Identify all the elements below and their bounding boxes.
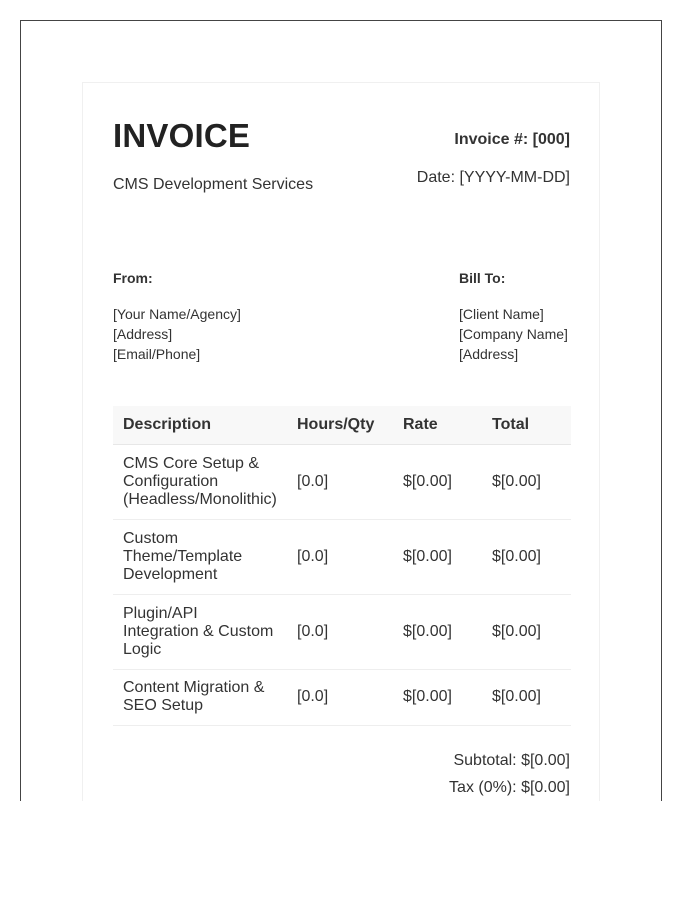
- invoice-subtitle: CMS Development Services: [113, 176, 314, 193]
- item-hours-qty: [0.0]: [287, 444, 393, 519]
- from-section: [113, 270, 241, 364]
- tax-total: Tax (0%): $[0.00]: [449, 779, 570, 796]
- table-row: [113, 669, 571, 725]
- table-row: [113, 444, 571, 519]
- totals-section: [449, 747, 570, 801]
- invoice-number: Invoice #: [000]: [454, 131, 570, 148]
- table-header-row: [113, 406, 571, 444]
- bill-to-address: [Address]: [459, 346, 519, 362]
- from-address: [Address]: [113, 326, 173, 342]
- invoice-title: INVOICE: [113, 117, 251, 154]
- item-rate: $[0.00]: [393, 444, 482, 519]
- table-row: [113, 594, 571, 669]
- item-description: Plugin/API Integration & Custom Logic: [113, 594, 287, 669]
- table-body: [113, 444, 571, 725]
- bill-to-heading: Bill To:: [459, 270, 506, 286]
- item-rate: $[0.00]: [393, 519, 482, 594]
- item-total: $[0.00]: [482, 519, 571, 594]
- bill-to-company-name: [Company Name]: [459, 326, 568, 342]
- item-description: Content Migration & SEO Setup: [113, 669, 287, 725]
- item-hours-qty: [0.0]: [287, 519, 393, 594]
- item-rate: $[0.00]: [393, 594, 482, 669]
- table-row: [113, 519, 571, 594]
- invoice-items-table: [113, 406, 571, 726]
- bill-to-section: [459, 270, 568, 364]
- hours-qty-header: Hours/Qty: [287, 406, 393, 444]
- from-contact: [Email/Phone]: [113, 346, 201, 362]
- item-rate: $[0.00]: [393, 669, 482, 725]
- item-description: Custom Theme/Template Development: [113, 519, 287, 594]
- table-header: [113, 406, 571, 444]
- bill-to-client-name: [Client Name]: [459, 306, 544, 322]
- invoice-date: Date: [YYYY-MM-DD]: [416, 169, 570, 186]
- from-name: [Your Name/Agency]: [113, 306, 241, 322]
- from-heading: From:: [113, 270, 153, 286]
- item-total: $[0.00]: [482, 444, 571, 519]
- item-total: $[0.00]: [482, 594, 571, 669]
- total-header: Total: [482, 406, 571, 444]
- subtotal: Subtotal: $[0.00]: [453, 752, 570, 769]
- document-viewport: [20, 20, 662, 801]
- item-hours-qty: [0.0]: [287, 669, 393, 725]
- rate-header: Rate: [393, 406, 482, 444]
- item-description: CMS Core Setup & Configuration (Headless/Monolithic): [113, 444, 287, 519]
- description-header: Description: [113, 406, 287, 444]
- item-total: $[0.00]: [482, 669, 571, 725]
- item-hours-qty: [0.0]: [287, 594, 393, 669]
- invoice-page: [82, 82, 600, 801]
